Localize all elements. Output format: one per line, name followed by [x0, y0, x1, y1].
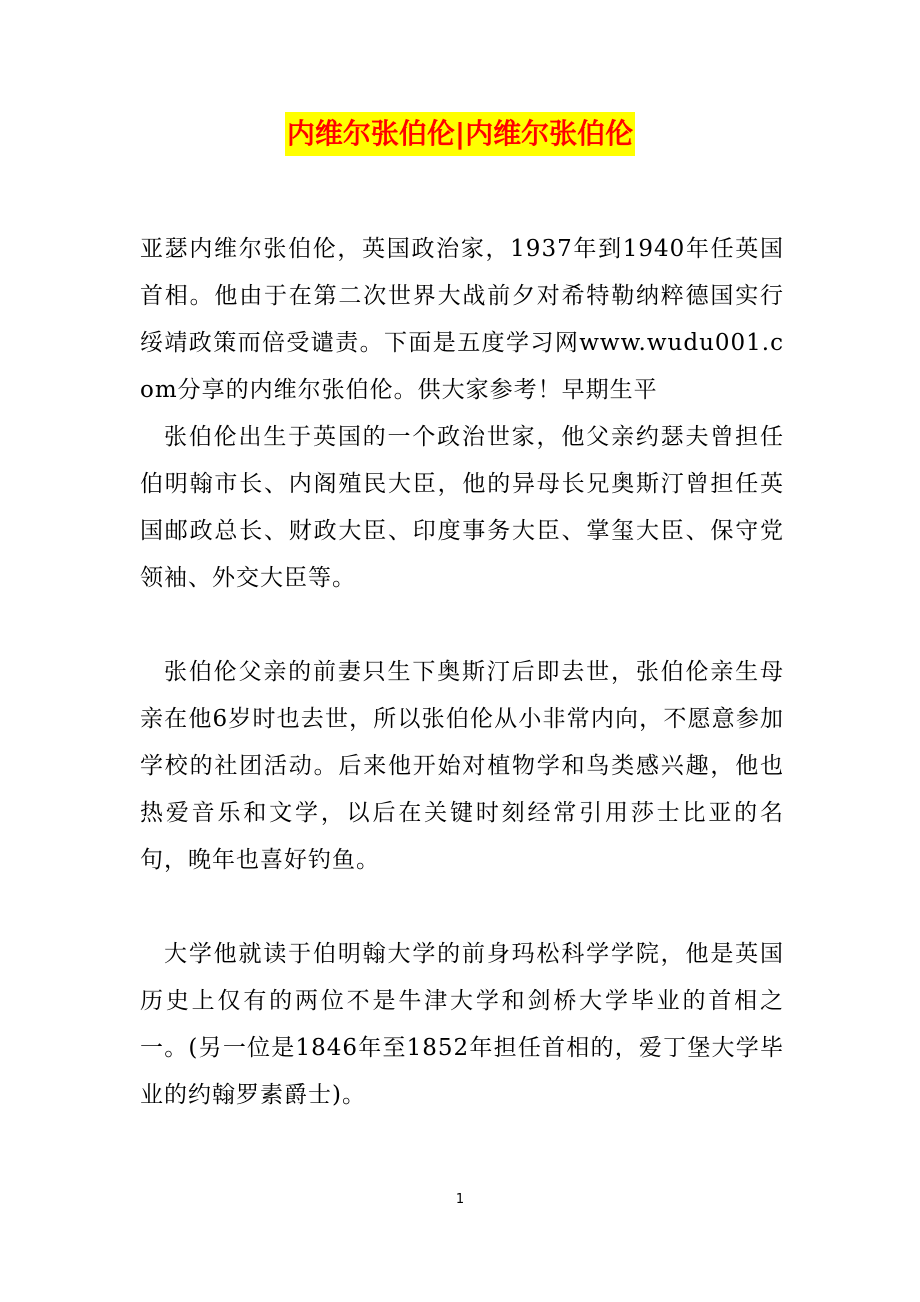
paragraph-education: 大学他就读于伯明翰大学的前身玛松科学学院，他是英国历史上仅有的两位不是牛津大学和剑桥大学毕业的首相之一。(另一位是1846年至1852年担任首相的，爱丁堡大学毕业的约翰罗素爵士)。 — [140, 941, 784, 1108]
paragraph-family: 张伯伦出生于英国的一个政治世家，他父亲约瑟夫曾担任伯明翰市长、内阁殖民大臣，他的异母长兄奥斯汀曾担任英国邮政总长、财政大臣、印度事务大臣、掌玺大臣、保守党领袖、外交大臣等。 — [140, 424, 784, 591]
document-title: 内维尔张伯伦|内维尔张伯伦 — [285, 112, 635, 156]
title-container — [0, 112, 920, 156]
paragraph-childhood: 张伯伦父亲的前妻只生下奥斯汀后即去世，张伯伦亲生母亲在他6岁时也去世，所以张伯伦从小非常内向，不愿意参加学校的社团活动。后来他开始对植物学和鸟类感兴趣，他也热爱音乐和文学，以后在关键时刻经常引用莎士比亚的名句，晚年也喜好钓鱼。 — [140, 659, 784, 873]
paragraph-spacer — [140, 602, 784, 649]
document-body — [140, 226, 784, 1119]
page-number: 1 — [455, 1192, 465, 1207]
paragraph-intro: 亚瑟内维尔张伯伦，英国政治家，1937年到1940年任英国首相。他由于在第二次世界大战前夕对希特勒纳粹德国实行绥靖政策而倍受谴责。下面是五度学习网www.wudu001.com分享的内维尔张伯伦。供大家参考！早期生平 — [140, 236, 784, 403]
paragraph-spacer — [140, 884, 784, 931]
